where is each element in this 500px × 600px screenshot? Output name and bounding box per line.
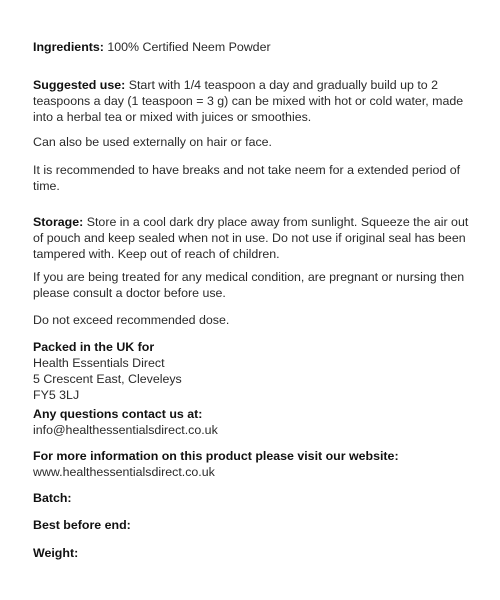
best-before-field: Best before end: bbox=[33, 518, 131, 532]
info-section bbox=[33, 448, 473, 480]
storage-text: Store in a cool dark dry place away from sunlight. Squeeze the air out of pouch and keep sealed when not in use. Do not use if original seal has been tampered with. Keep out of reach of children. bbox=[33, 215, 469, 261]
packer-street: 5 Crescent East, Cleveleys bbox=[33, 372, 182, 386]
packed-section bbox=[33, 339, 473, 403]
packer-postcode: FY5 3LJ bbox=[33, 388, 80, 402]
weight-field: Weight: bbox=[33, 546, 79, 560]
storage-paragraph bbox=[33, 214, 473, 262]
contact-email: info@healthessentialsdirect.co.uk bbox=[33, 423, 218, 437]
contact-section bbox=[33, 406, 473, 438]
batch-field: Batch: bbox=[33, 491, 72, 505]
suggested-use-text: Start with 1/4 teaspoon a day and gradually build up to 2 teaspoons a day (1 teaspoon = 3 g) can be mixed with hot or cold water, made into a herbal tea or mixed with juices or smoothies. bbox=[33, 78, 464, 124]
breaks-text: It is recommended to have breaks and not take neem for a extended period of time. bbox=[33, 163, 461, 193]
info-website: www.healthessentialsdirect.co.uk bbox=[33, 465, 215, 479]
ingredients-heading: Ingredients: bbox=[33, 40, 104, 54]
external-use-text: Can also be used externally on hair or face. bbox=[33, 135, 273, 149]
info-heading: For more information on this product please visit our website: bbox=[33, 449, 399, 463]
packer-name: Health Essentials Direct bbox=[33, 356, 165, 370]
suggested-use-heading: Suggested use: bbox=[33, 78, 126, 92]
suggested-use-paragraph bbox=[33, 77, 473, 125]
ingredients-line bbox=[33, 39, 473, 55]
contact-heading: Any questions contact us at: bbox=[33, 407, 203, 421]
dose-notice-text: Do not exceed recommended dose. bbox=[33, 313, 230, 327]
storage-heading: Storage: bbox=[33, 215, 84, 229]
ingredients-text: 100% Certified Neem Powder bbox=[107, 40, 271, 54]
packed-heading: Packed in the UK for bbox=[33, 340, 155, 354]
medical-notice-text: If you are being treated for any medical condition, are pregnant or nursing then please consult a doctor before use. bbox=[33, 270, 465, 300]
